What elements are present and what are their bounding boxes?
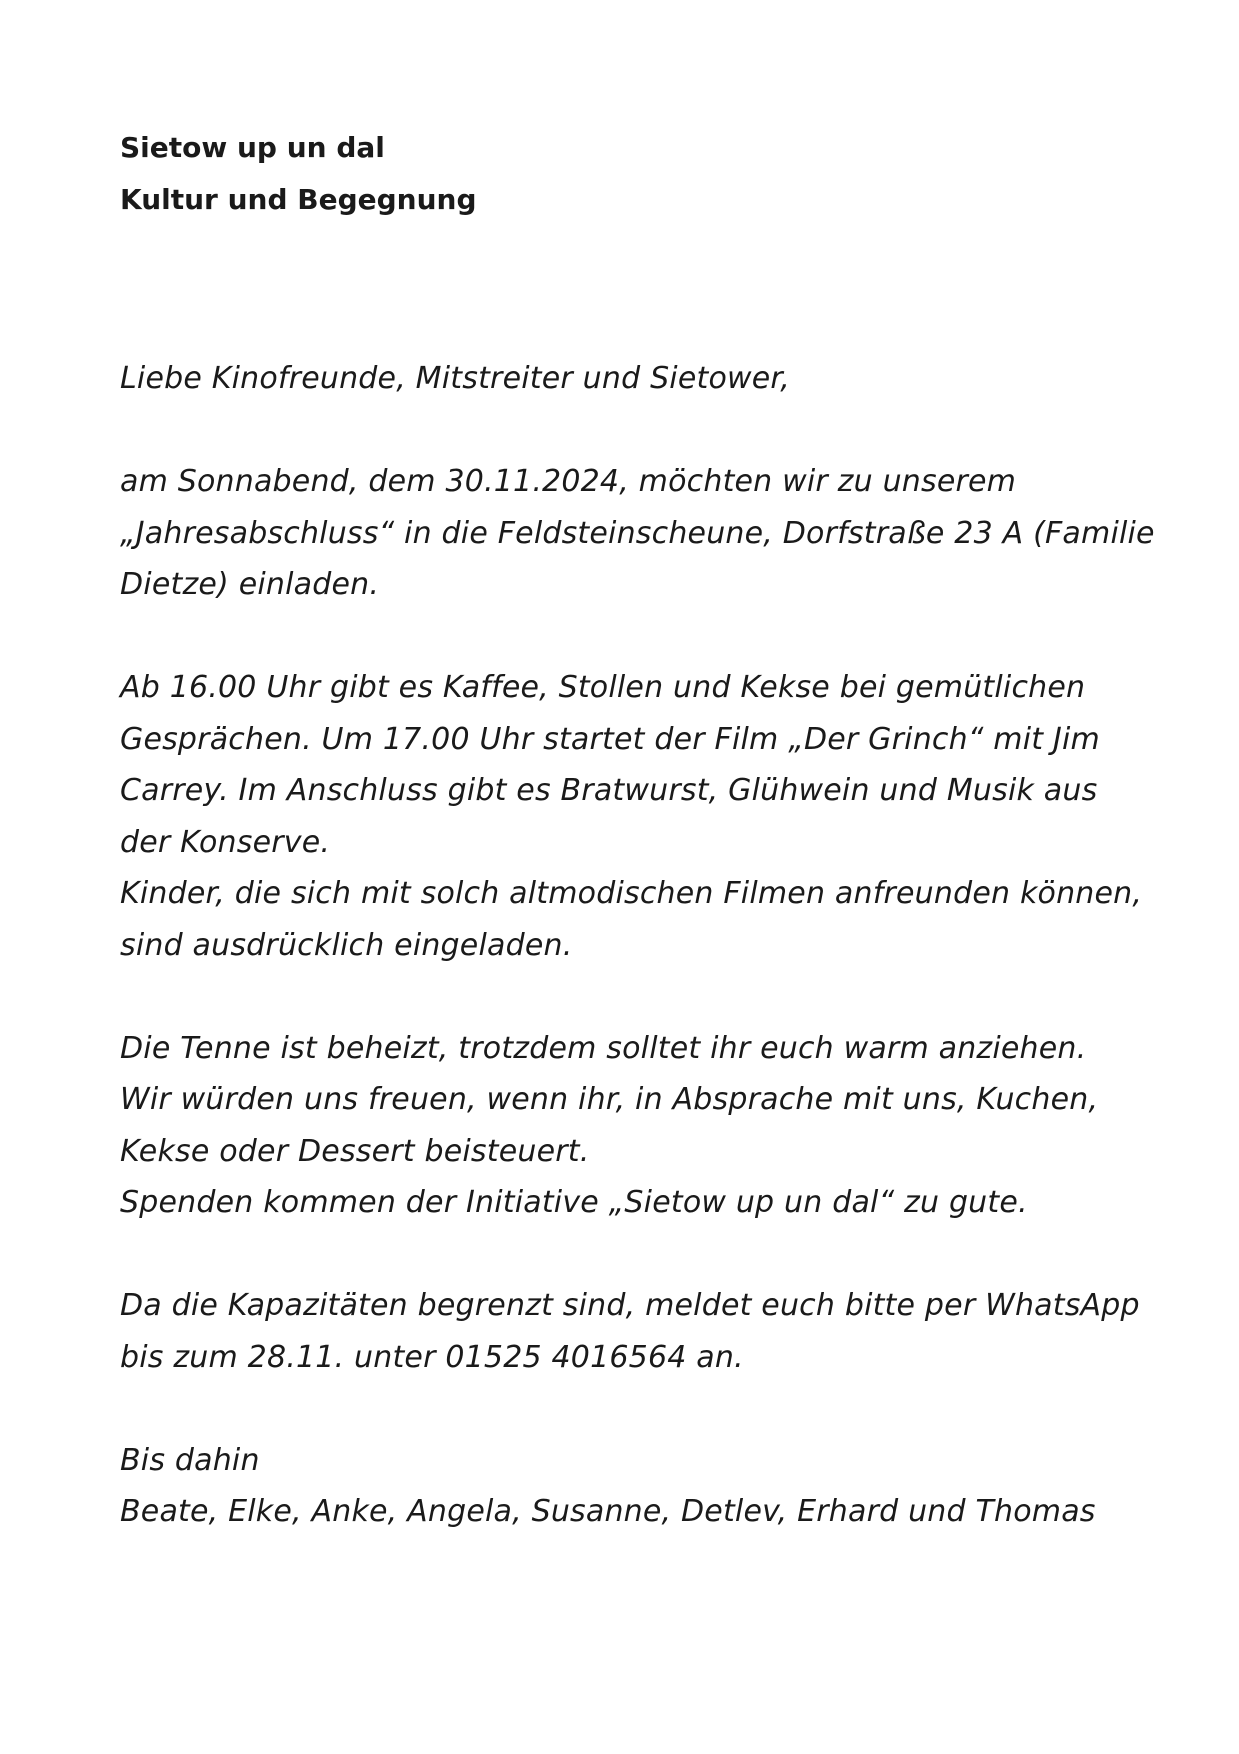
paragraph-gap <box>120 1229 1130 1281</box>
paragraph-line: Ab 16.00 Uhr gibt es Kaffee, Stollen und Kekse bei gemütlichen <box>120 670 1086 705</box>
paragraph-gap <box>120 405 1130 457</box>
signature: Beate, Elke, Anke, Angela, Susanne, Detlev, Erhard und Thomas <box>120 1494 1096 1529</box>
paragraph-program <box>120 662 1143 971</box>
paragraph-gap <box>120 1383 1130 1435</box>
paragraph-line: der Konserve. <box>120 824 331 860</box>
closing: Bis dahin <box>120 1442 260 1478</box>
paragraph-gap <box>120 971 1130 1023</box>
salutation: Liebe Kinofreunde, Mitstreiter und Sietower, <box>120 361 790 396</box>
paragraph-line: bis zum 28.11. unter 01525 4016564 an. <box>120 1339 744 1375</box>
paragraph-line: Kinder, die sich mit solch altmodischen Filmen anfreunden können, <box>120 876 1143 911</box>
organization-subtitle: Kultur und Begegnung <box>120 183 477 216</box>
paragraph-notes <box>120 1023 1130 1229</box>
paragraph-line: Da die Kapazitäten begrenzt sind, meldet euch bitte per WhatsApp <box>120 1288 1140 1323</box>
paragraph-line: Dietze) einladen. <box>120 567 380 602</box>
organization-name: Sietow up un dal <box>120 131 385 164</box>
paragraph-line: Gesprächen. Um 17.00 Uhr startet der Film „Der Grinch“ mit Jim <box>120 721 1100 757</box>
paragraph-line: Carrey. Im Anschluss gibt es Bratwurst, Glühwein und Musik aus <box>120 773 1098 808</box>
paragraph-line: Spenden kommen der Initiative „Sietow up un dal“ zu gute. <box>120 1185 1028 1220</box>
paragraph-gap <box>120 611 1130 663</box>
paragraph-line: „Jahresabschluss“ in die Feldsteinscheune, Dorfstraße 23 A (Familie <box>120 515 1155 551</box>
letterhead <box>120 122 1120 226</box>
paragraph-line: Wir würden uns freuen, wenn ihr, in Absprache mit uns, Kuchen, <box>120 1082 1099 1117</box>
letter-body <box>120 353 1155 1538</box>
paragraph-line: am Sonnabend, dem 30.11.2024, möchten wir zu unserem <box>120 464 1017 499</box>
paragraph-registration <box>120 1280 1140 1383</box>
paragraph-line: Die Tenne ist beheizt, trotzdem solltet ihr euch warm anziehen. <box>120 1030 1087 1066</box>
paragraph-invitation <box>120 456 1155 611</box>
paragraph-line: Kekse oder Dessert beisteuert. <box>120 1133 590 1169</box>
paragraph-line: sind ausdrücklich eingeladen. <box>120 927 573 963</box>
